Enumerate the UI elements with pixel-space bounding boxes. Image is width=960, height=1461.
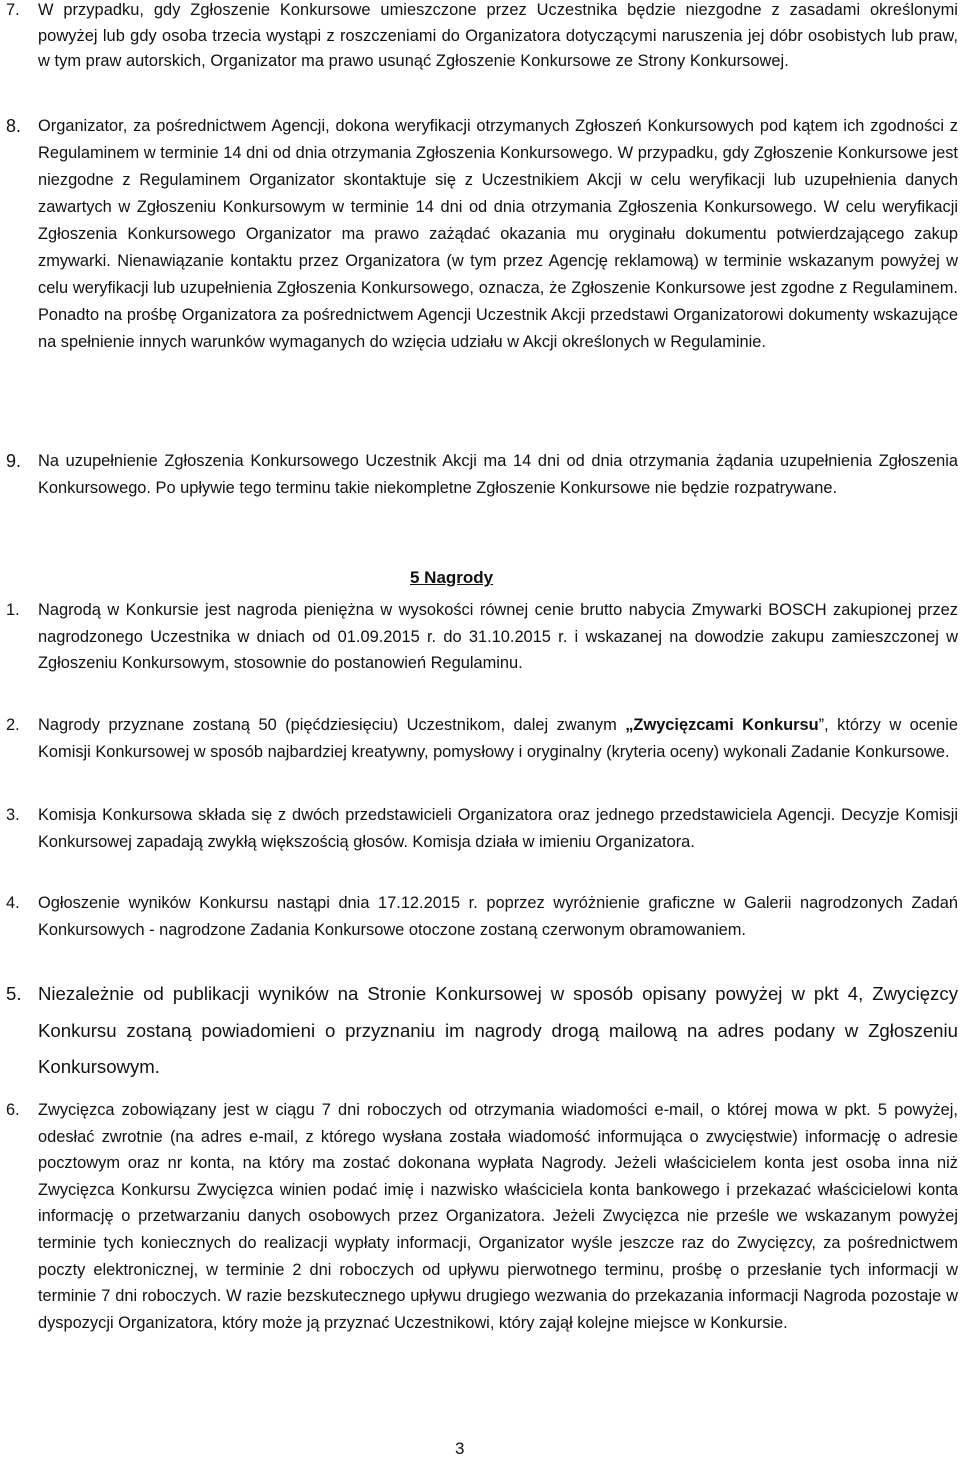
item-number: 3. — [6, 806, 20, 824]
item-text: Zwycięzca zobowiązany jest w ciągu 7 dni roboczych od otrzymania wiadomości e-mail, o której mowa w pkt. 5 powyżej, odesłać zwrotnie (na adres e-mail, z którego wysłana została wiadomość informująca o zwycięstwie) informację o adresie pocztowym oraz nr konta, na który ma zostać dokonana wypłata Nagrody. Jeżeli właścicielem konta jest osoba inna niż Zwycięzca Konkursu Zwycięzca winien podać imię i nazwisko właściciela konta bankowego i przekazać właścicielowi konta informację o przetwarzaniu danych osobowych przez Organizatora. Jeżeli Zwycięzca nie prześle we wskazanym powyżej terminie tych koniecznych do realizacji wypłaty informacji, Organizator wyśle jeszcze raz do Zwycięzcy, za pośrednictwem poczty elektronicznej, w terminie 2 dni roboczych od upływu pierwotnego terminu, prośbę o przesłanie tych informacji w terminie 7 dni roboczych. W razie bezskutecznego upływu drugiego wezwania do przekazania informacji Nagroda pozostaje w dyspozycji Organizatora, który może ją przyznać Uczestnikowi, który zajął kolejne miejsce w Konkursie. — [38, 1101, 958, 1332]
item-number: 6. — [6, 1101, 20, 1119]
paragraph-number: 8. — [6, 116, 22, 136]
page-number: 3 — [455, 1439, 465, 1458]
item-text: Niezależnie od publikacji wyników na Stronie Konkursowej w sposób opisany powyżej w pkt 4, Zwycięzcy Konkursu zostaną powiadomieni o przyznaniu im nagrody drogą mailową na adres podany w Zgłoszeniu Konkursowym. — [38, 983, 958, 1077]
item-text: Ogłoszenie wyników Konkursu nastąpi dnia 17.12.2015 r. poprzez wyróżnienie graficzne w Galerii nagrodzonych Zadań Konkursowych - nagrodzone Zadania Konkursowe otoczone zostaną czerwonym obramowaniem. — [38, 894, 958, 939]
paragraph-text: W przypadku, gdy Zgłoszenie Konkursowe umieszczone przez Uczestnika będzie niezgodne z zasadami określonymi powyżej lub gdy osoba trzecia wystąpi z roszczeniami do Organizatora dotyczącymi naruszenia jej dóbr osobistych lub praw, w tym praw autorskich, Organizator ma prawo usunąć Zgłoszenie Konkursowe ze Strony Konkursowej. — [38, 1, 958, 70]
item-text-before: Nagrody przyznane zostaną 50 (pięćdziesięciu) Uczestnikom, dalej zwanym — [38, 716, 626, 734]
item-number: 5. — [6, 983, 22, 1004]
paragraph-text: Na uzupełnienie Zgłoszenia Konkursowego Uczestnik Akcji ma 14 dni od dnia otrzymania żądania uzupełnienia Zgłoszenia Konkursowego. Po upływie tego terminu takie niekompletne Zgłoszenie Konkursowe nie będzie rozpatrywane. — [38, 452, 958, 497]
paragraph-number: 7. — [6, 1, 20, 19]
item-text: Komisja Konkursowa składa się z dwóch przedstawicieli Organizatora oraz jednego przedstawiciela Agencji. Decyzje Komisji Konkursowej zapadają zwykłą większością głosów. Komisja działa w imieniu Organizatora. — [38, 806, 958, 851]
item-text — [38, 712, 958, 765]
paragraph-number: 9. — [6, 451, 22, 471]
paragraph-text: Organizator, za pośrednictwem Agencji, dokona weryfikacji otrzymanych Zgłoszeń Konkursowych pod kątem ich zgodności z Regulaminem w terminie 14 dni od dnia otrzymania Zgłoszenia Konkursowego. W przypadku, gdy Zgłoszenie Konkursowe jest niezgodne z Regulaminem Organizator skontaktuje się z Uczestnikiem Akcji w celu weryfikacji lub uzupełnienia danych zawartych w Zgłoszeniu Konkursowym w terminie 14 dni od dnia otrzymania Zgłoszenia Konkursowego. W celu weryfikacji Zgłoszenia Konkursowego Organizator ma prawo zażądać okazania mu oryginału dokumentu potwierdzającego zakup zmywarki. Nienawiązanie kontaktu przez Organizatora (w tym przez Agencję reklamową) w terminie wskazanym powyżej w celu weryfikacji lub uzupełnienia Zgłoszenia Konkursowego, oznacza, że Zgłoszenie Konkursowe jest zgodne z Regulaminem. Ponadto na prośbę Organizatora za pośrednictwem Agencji Uczestnik Akcji przedstawi Organizatorowi dokumenty wskazujące na spełnienie innych warunków wymaganych do wzięcia udziału w Akcji określonych w Regulaminie. — [38, 117, 958, 351]
item-text: Nagrodą w Konkursie jest nagroda pieniężna w wysokości równej cenie brutto nabycia Zmywarki BOSCH zakupionej przez nagrodzonego Uczestnika w dniach od 01.09.2015 r. do 31.10.2015 r. i wskazanej na dowodzie zakupu zamieszczonej w Zgłoszeniu Konkursowym, stosownie do postanowień Regulaminu. — [38, 601, 958, 673]
item-number: 4. — [6, 894, 20, 912]
section-heading: 5 Nagrody — [410, 568, 494, 587]
item-number: 2. — [6, 716, 20, 734]
item-text-after: ”, którzy w ocenie Komisji Konkursowej w sposób najbardziej kreatywny, pomysłowy i oryginalny (kryteria oceny) wykonali Zadanie Konkursowe. — [38, 716, 958, 761]
winners-term: „Zwycięzcami Konkursu — [625, 716, 819, 734]
item-number: 1. — [6, 601, 20, 619]
